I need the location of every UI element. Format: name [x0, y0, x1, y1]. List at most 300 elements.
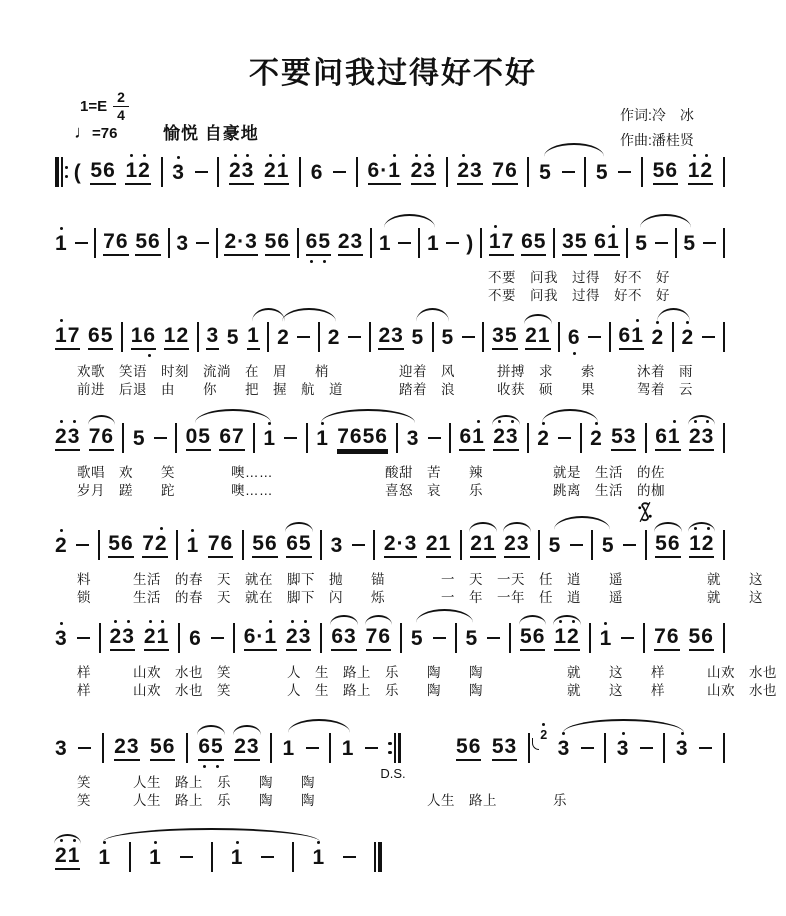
barline-stroke — [270, 733, 272, 763]
barline-stroke — [374, 842, 376, 872]
barline-stroke — [216, 228, 218, 258]
note-digit: 2 — [493, 426, 506, 447]
dash-note — [581, 747, 594, 750]
note-digit: 5 — [456, 734, 469, 758]
note-group — [457, 160, 482, 185]
note-digit: 3 — [492, 323, 505, 347]
note-group — [683, 233, 696, 254]
note-group — [368, 160, 401, 185]
note-group — [265, 231, 290, 256]
note-digit: 2 — [411, 160, 424, 181]
barline — [723, 228, 725, 258]
tie-arc — [103, 828, 321, 842]
lyrics-row: 料 生活 的春 天 就在 脚下 抛 锚 一 天 一天 任 逍 遥 就 这 — [77, 572, 763, 587]
barline — [528, 733, 530, 763]
note-digit: 2 — [383, 531, 397, 555]
note-digit: 1 — [231, 847, 244, 868]
note-digit: 5 — [100, 323, 114, 347]
barline-stroke — [584, 157, 586, 187]
note-digit: 5 — [574, 229, 588, 253]
score-line — [55, 157, 725, 187]
note-digit: 3 — [617, 738, 630, 759]
barline — [663, 733, 665, 763]
note-group — [55, 628, 68, 649]
barline-stroke — [641, 157, 643, 187]
barline — [723, 423, 725, 453]
score-line — [55, 530, 763, 605]
note-digit: 5 — [611, 424, 624, 448]
note-digit: 3 — [126, 734, 140, 758]
octave-dot-high — [127, 620, 130, 623]
note-group — [234, 736, 259, 761]
note-digit: 1 — [438, 531, 452, 555]
barline-stroke — [320, 623, 322, 653]
note-group — [88, 325, 113, 350]
note-digit: 7 — [337, 424, 350, 448]
note-digit: 6 — [655, 424, 668, 448]
barline — [94, 228, 96, 258]
dash-note — [196, 242, 209, 245]
barline-stroke — [645, 530, 647, 560]
note-digit: 2 — [55, 845, 68, 866]
dash-note — [195, 171, 208, 174]
barline — [55, 157, 81, 187]
barline — [318, 322, 320, 352]
note-digit: 3 — [299, 626, 312, 647]
note-digit: 2 — [286, 626, 299, 647]
barline — [270, 733, 272, 763]
octave-dot-high — [673, 420, 676, 423]
note-digit: 6 — [277, 229, 290, 253]
note-digit: 3 — [404, 531, 418, 555]
barline — [675, 228, 677, 258]
note-group — [108, 533, 133, 558]
note-digit: 3 — [55, 736, 68, 760]
barline — [186, 733, 188, 763]
barline — [604, 733, 606, 763]
tie-arc — [416, 308, 450, 322]
barline — [584, 157, 586, 187]
barline — [102, 733, 104, 763]
dash-note — [433, 637, 446, 640]
note-group — [456, 736, 481, 761]
barline — [356, 157, 358, 187]
note-digit: 2 — [337, 229, 351, 253]
note-group — [189, 628, 202, 649]
note-digit: 0 — [185, 424, 199, 448]
note-group — [264, 160, 289, 185]
note-group — [311, 162, 324, 183]
note-group — [252, 533, 277, 558]
note-digit: 3 — [242, 160, 255, 181]
barline-stroke — [396, 423, 398, 453]
note-group — [342, 738, 355, 759]
note-digit: 5 — [198, 424, 211, 448]
note-group — [594, 231, 619, 256]
barline-stroke — [378, 842, 382, 872]
note-digit: 1 — [554, 626, 567, 647]
barline — [609, 322, 611, 352]
barline-stroke — [253, 423, 255, 453]
slur-arc — [553, 615, 580, 625]
note-group — [55, 535, 68, 556]
barline — [396, 423, 398, 453]
tie-arc — [554, 516, 611, 530]
octave-dot-high — [143, 154, 146, 157]
barline — [176, 530, 178, 560]
barline — [370, 228, 372, 258]
barline — [553, 228, 555, 258]
score-line — [55, 423, 725, 498]
note-digit: 1 — [149, 847, 162, 868]
segno-icon — [638, 501, 652, 528]
dash-note — [348, 336, 361, 339]
dash-note — [428, 437, 441, 440]
note-digit: 1 — [472, 426, 485, 447]
notes-row — [55, 322, 725, 352]
octave-dot-low — [216, 765, 219, 768]
barline-stroke — [723, 228, 725, 258]
octave-dot-high — [705, 154, 708, 157]
note-group — [133, 428, 146, 449]
lyrics-row: 歌唱 欢 笑 噢…… 酸甜 苦 辣 就是 生活 的佐 — [77, 465, 665, 480]
note-group — [114, 736, 139, 761]
note-digit: 3 — [562, 229, 575, 253]
note-digit: 7 — [142, 531, 155, 555]
barline — [129, 842, 131, 872]
barline-stroke — [102, 733, 104, 763]
note-digit: 6 — [115, 229, 129, 253]
note-digit: 2 — [702, 533, 715, 554]
barline-stroke — [723, 423, 725, 453]
barline-stroke — [373, 530, 375, 560]
note-group — [411, 628, 424, 649]
note-digit: · — [237, 229, 246, 253]
note-digit: 3 — [423, 160, 436, 181]
slur-arc — [519, 615, 546, 625]
note-group — [263, 428, 276, 449]
barline-stroke — [609, 322, 611, 352]
barline-stroke — [527, 157, 529, 187]
note-group — [286, 533, 311, 558]
note-digit: 2 — [689, 426, 702, 447]
barline — [369, 322, 371, 352]
note-digit: 6 — [505, 158, 518, 182]
barline — [242, 530, 244, 560]
note-digit: 6 — [243, 624, 257, 648]
octave-dot-low — [573, 352, 576, 355]
dash-note — [76, 544, 89, 547]
note-digit: 6 — [219, 424, 233, 448]
note-digit: 6 — [198, 736, 211, 757]
slur-arc — [503, 522, 530, 532]
note-digit: 6 — [220, 531, 234, 555]
barline-stroke — [446, 157, 448, 187]
note-digit: 2 — [590, 428, 603, 449]
note-digit: 5 — [264, 229, 278, 253]
tie-arc — [321, 409, 416, 423]
slur-arc — [524, 314, 551, 324]
octave-dot-high — [73, 420, 76, 423]
barline — [320, 623, 322, 653]
tempo-value: =76 — [92, 125, 118, 142]
lyrics-row: 笑 人生 路上 乐 陶 陶 人生 路上 乐 — [77, 793, 567, 808]
note-digit: 5 — [635, 231, 648, 255]
note-digit: 3 — [391, 323, 404, 347]
barline-stroke — [528, 733, 530, 763]
note-group — [655, 426, 680, 451]
repeat-dots — [388, 733, 391, 763]
note-group — [617, 738, 630, 759]
note-group — [554, 626, 579, 651]
barline-stroke — [176, 530, 178, 560]
note-digit: 1 — [688, 160, 701, 181]
note-group — [655, 533, 680, 558]
barline-stroke — [527, 423, 529, 453]
note-digit: 1 — [378, 231, 392, 255]
barline-stroke — [580, 423, 582, 453]
note-group — [55, 845, 80, 870]
note-group — [596, 162, 609, 183]
dash-note — [77, 637, 90, 640]
barline — [299, 157, 301, 187]
dash-note — [618, 171, 631, 174]
note-digit: 2 — [229, 160, 242, 181]
note-digit: · — [396, 531, 405, 555]
octave-dot-low — [323, 260, 326, 263]
barline — [589, 623, 591, 653]
note-digit: 5 — [441, 325, 455, 349]
note-digit: 6 — [143, 325, 156, 346]
barline-stroke — [460, 530, 462, 560]
note-digit: 5 — [548, 533, 562, 557]
note-digit: 3 — [406, 426, 420, 450]
note-digit: 2 — [540, 729, 547, 742]
note-group — [172, 162, 185, 183]
tie-arc — [563, 719, 685, 733]
note-group — [89, 426, 114, 451]
note-group — [231, 847, 244, 868]
note-group — [286, 626, 311, 651]
note-digit: 1 — [388, 160, 401, 181]
barline — [380, 733, 406, 781]
note-digit: 1 — [247, 323, 260, 347]
note-digit: 2 — [264, 160, 277, 181]
barline-stroke — [604, 733, 606, 763]
note-digit: 2 — [682, 327, 695, 348]
dash-note — [621, 637, 634, 640]
note-group — [131, 325, 156, 350]
note-group — [470, 533, 495, 558]
barline-stroke — [99, 623, 101, 653]
note-digit: 2 — [425, 531, 439, 555]
barline — [121, 322, 123, 352]
key-label: 1=E — [80, 97, 108, 115]
octave-dot-low — [310, 260, 313, 263]
barline — [233, 623, 235, 653]
tie-arc — [384, 214, 436, 228]
barline-stroke — [175, 423, 177, 453]
barline — [197, 322, 199, 352]
octave-dot-high — [636, 319, 639, 322]
barline-stroke — [292, 842, 294, 872]
note-group — [198, 736, 223, 761]
note-group — [407, 428, 420, 449]
barline-stroke — [178, 623, 180, 653]
note-digit: 2 — [55, 426, 68, 447]
note-group — [492, 160, 517, 185]
note-group — [247, 325, 260, 350]
tie-arc — [640, 214, 692, 228]
note-digit: 2 — [155, 533, 168, 554]
note-group — [103, 231, 128, 256]
note-digit: 2 — [470, 531, 483, 555]
barline-stroke — [320, 530, 322, 560]
note-group — [229, 160, 254, 185]
note-digit: 2 — [176, 323, 190, 347]
note-digit: 3 — [623, 424, 637, 448]
barline — [122, 423, 124, 453]
slur-arc — [233, 725, 260, 735]
slur-arc — [88, 415, 115, 425]
note-digit: 6 — [375, 424, 388, 448]
note-digit: 5 — [150, 734, 163, 758]
note-digit: 6 — [594, 229, 607, 253]
note-digit: 2 — [277, 325, 290, 349]
note-digit: 2 — [652, 327, 665, 348]
note-digit: 5 — [211, 736, 224, 757]
note-group — [600, 628, 613, 649]
dash-note — [211, 637, 224, 640]
barline-stroke — [161, 157, 163, 187]
barline-stroke — [122, 423, 124, 453]
barline — [558, 322, 560, 352]
note-group — [426, 533, 451, 558]
note-digit: 5 — [90, 158, 104, 182]
credits — [620, 103, 694, 152]
barline — [509, 623, 511, 653]
note-group — [187, 535, 200, 556]
note-digit: 2 — [327, 325, 341, 349]
note-group — [619, 325, 644, 350]
note-group — [411, 160, 436, 185]
dash-note — [398, 242, 411, 245]
note-digit: · — [256, 624, 265, 648]
barline — [527, 423, 529, 453]
note-digit: 5 — [504, 323, 518, 347]
note-digit: 1 — [277, 160, 290, 181]
barline-stroke — [672, 322, 674, 352]
barline — [641, 157, 643, 187]
octave-dot-high — [130, 154, 133, 157]
note-digit: 3 — [558, 738, 571, 759]
quarter-note-icon: ♩ — [74, 122, 92, 142]
note-digit: 3 — [344, 624, 357, 648]
note-digit: 2 — [567, 626, 580, 647]
note-digit: 5 — [655, 531, 668, 555]
note-digit: 7 — [501, 229, 515, 253]
dash-note — [462, 336, 475, 339]
note-digit: 6 — [378, 624, 392, 648]
note-group — [682, 327, 695, 348]
note-digit: 6 — [532, 624, 546, 648]
note-group — [689, 626, 714, 651]
barline — [168, 228, 170, 258]
lyrics-row: 岁月 蹉 跎 噢…… 喜怒 哀 乐 跳离 生活 的枷 — [77, 483, 665, 498]
note-group — [688, 160, 713, 185]
note-group — [90, 160, 115, 185]
note-group — [144, 626, 169, 651]
note-digit: 5 — [539, 160, 552, 184]
note-digit: 3 — [330, 533, 344, 557]
note-digit: 2 — [138, 160, 151, 181]
note-group — [384, 533, 417, 558]
note-digit: 1 — [125, 160, 138, 181]
note-group — [206, 325, 219, 350]
barline-stroke — [723, 623, 725, 653]
slur-arc — [54, 834, 81, 844]
note-digit: 5 — [108, 531, 121, 555]
barline-stroke — [186, 733, 188, 763]
tie-arc — [544, 143, 605, 157]
barline — [418, 228, 420, 258]
time-numerator: 2 — [113, 90, 129, 107]
slur-arc — [285, 522, 312, 532]
barline — [643, 623, 645, 653]
tie-arc — [195, 409, 272, 423]
note-digit: 1 — [607, 231, 620, 252]
note-digit: 5 — [683, 231, 697, 255]
note-group — [338, 231, 363, 256]
note-digit: 1 — [187, 535, 200, 556]
note-group — [549, 535, 562, 556]
note-group — [459, 426, 484, 451]
note-digit: 7 — [654, 624, 667, 648]
barline-stroke — [591, 530, 593, 560]
octave-dot-high — [291, 620, 294, 623]
dash-note — [699, 747, 712, 750]
octave-dot-high — [612, 225, 615, 228]
dash-note — [588, 336, 601, 339]
note-digit: 7 — [232, 424, 245, 448]
note-digit: 1 — [341, 736, 355, 760]
note-group — [55, 325, 80, 350]
slur-arc — [365, 615, 392, 625]
barline — [672, 322, 674, 352]
note-group — [492, 736, 517, 761]
barline — [297, 228, 299, 258]
note-group — [306, 231, 331, 256]
barline-stroke — [455, 623, 457, 653]
tie-arc — [416, 609, 474, 623]
barline — [178, 623, 180, 653]
barline-stroke — [233, 623, 235, 653]
barline-stroke — [168, 228, 170, 258]
note-digit: 7 — [207, 531, 221, 555]
barline — [267, 322, 269, 352]
dash-note — [702, 336, 715, 339]
lyrics-row: 锁 生活 的春 天 就在 脚下 闪 烁 一 年 一年 任 逍 遥 就 这 — [77, 590, 763, 605]
barline — [591, 530, 593, 560]
note-digit: 6 — [666, 624, 680, 648]
composer-credit: 作曲:潘桂贤 — [620, 131, 694, 148]
note-digit: 3 — [504, 734, 518, 758]
time-denominator: 4 — [117, 106, 125, 123]
note-group — [227, 327, 240, 348]
note-digit: 1 — [668, 426, 681, 447]
note-digit: 6 — [189, 626, 202, 650]
barline — [723, 530, 725, 560]
